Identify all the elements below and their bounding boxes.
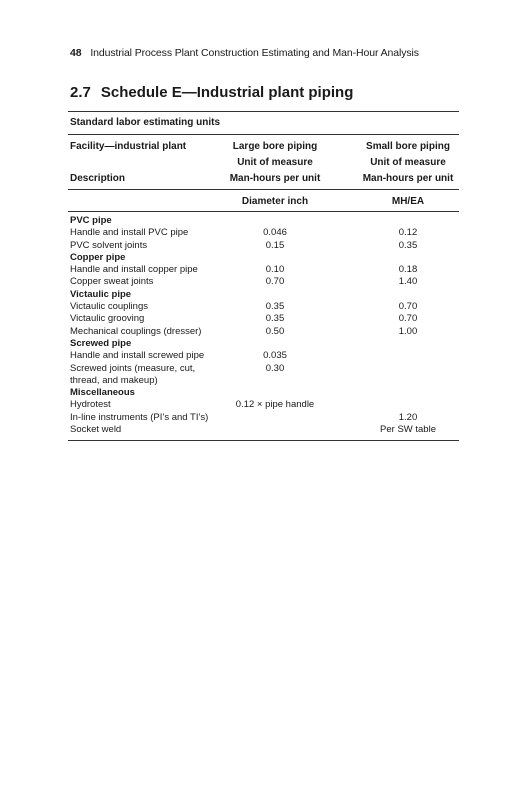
unit-rule — [68, 211, 459, 212]
col2-header-line3: Man-hours per unit — [229, 173, 321, 184]
row-description: Handle and install copper pipe — [70, 264, 198, 276]
col1-header-line2: Description — [70, 173, 126, 184]
category-label: Copper pipe — [70, 251, 126, 263]
row-description: Hydrotest — [70, 399, 111, 411]
table-caption: Standard labor estimating units — [70, 117, 221, 128]
section-number: 2.7 — [70, 84, 91, 101]
large-bore-value: 0.35 — [265, 301, 285, 313]
section-title-text: Schedule E—Industrial plant piping — [100, 84, 354, 101]
table-row — [70, 399, 460, 411]
small-bore-value: 1.40 — [398, 276, 418, 288]
col3-header-line2: Unit of measure — [370, 157, 446, 168]
table-row — [70, 227, 460, 239]
small-bore-value: Per SW table — [380, 424, 436, 436]
col3-header-line1: Small bore piping — [366, 141, 450, 152]
row-description: Copper sweat joints — [70, 276, 154, 288]
row-description: Victaulic grooving — [70, 313, 145, 325]
table-row — [70, 375, 460, 387]
row-description: Victaulic couplings — [70, 301, 148, 313]
table-row — [70, 350, 460, 362]
small-bore-value: 0.70 — [398, 313, 418, 325]
large-bore-value: 0.035 — [263, 350, 287, 362]
page-number: 48 — [70, 47, 82, 59]
table-row — [70, 313, 460, 325]
category-label: Screwed pipe — [70, 337, 132, 349]
small-bore-value: 0.70 — [398, 301, 418, 313]
large-bore-value: 0.70 — [265, 276, 285, 288]
large-bore-value: 0.046 — [263, 227, 287, 239]
table-body — [70, 215, 460, 436]
col3-header-line3: Man-hours per unit — [362, 173, 454, 184]
table-row — [70, 276, 460, 288]
category-row — [70, 252, 460, 264]
large-bore-value: 0.30 — [265, 362, 285, 374]
running-header — [70, 47, 470, 59]
small-bore-value: 0.12 — [398, 227, 418, 239]
table-top-rule — [68, 111, 459, 112]
table-row — [70, 301, 460, 313]
running-title: Industrial Process Plant Construction Estimating and Man-Hour Analysis — [90, 47, 419, 59]
row-description: Mechanical couplings (dresser) — [70, 325, 202, 337]
category-row — [70, 289, 460, 301]
table-row — [70, 240, 460, 252]
row-description: Screwed joints (measure, cut, — [70, 362, 196, 374]
category-row — [70, 387, 460, 399]
unit-col2: Diameter inch — [241, 196, 309, 207]
large-bore-value: 0.35 — [265, 313, 285, 325]
small-bore-value: 0.35 — [398, 239, 418, 251]
category-row — [70, 215, 460, 227]
unit-col3: MH/EA — [391, 196, 425, 207]
table-row — [70, 424, 460, 436]
caption-rule — [68, 134, 459, 135]
col2-header-line1: Large bore piping — [232, 141, 318, 152]
row-description: Socket weld — [70, 424, 122, 436]
small-bore-value: 0.18 — [398, 264, 418, 276]
category-label: Victaulic pipe — [70, 288, 132, 300]
col1-header-line1: Facility—industrial plant — [70, 141, 187, 152]
table-bottom-rule — [68, 440, 459, 441]
large-bore-value: 0.15 — [265, 239, 285, 251]
col2-header-line2: Unit of measure — [237, 157, 313, 168]
section-title — [70, 84, 470, 101]
category-label: Miscellaneous — [70, 387, 135, 399]
header-rule — [68, 189, 459, 190]
table-row — [70, 326, 460, 338]
large-bore-value: 0.10 — [265, 264, 285, 276]
large-bore-value: 0.50 — [265, 325, 285, 337]
category-label: PVC pipe — [70, 215, 112, 226]
table-row — [70, 412, 460, 424]
category-row — [70, 338, 460, 350]
row-description: Handle and install PVC pipe — [70, 227, 189, 239]
small-bore-value: 1.00 — [398, 325, 418, 337]
row-description: PVC solvent joints — [70, 239, 148, 251]
large-bore-value: 0.12 × pipe handle — [235, 399, 315, 411]
row-description: Handle and install screwed pipe — [70, 350, 205, 362]
table-row — [70, 363, 460, 375]
table-row — [70, 264, 460, 276]
small-bore-value: 1.20 — [398, 411, 418, 423]
row-description: thread, and makeup) — [70, 374, 158, 386]
row-description: In-line instruments (PI’s and TI’s) — [70, 411, 209, 423]
